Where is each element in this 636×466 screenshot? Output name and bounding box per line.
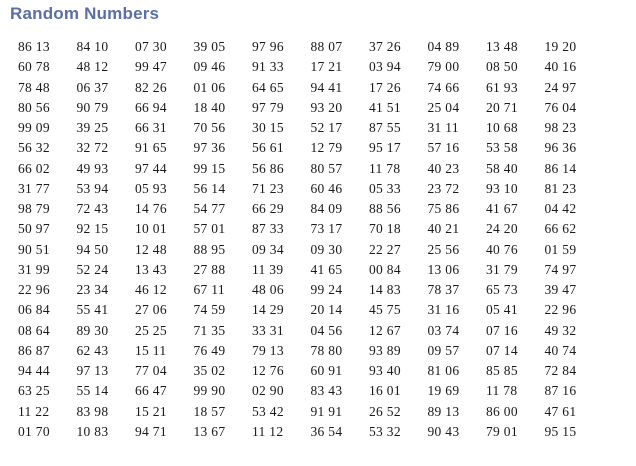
number-pair: 86 00 (486, 403, 518, 419)
number-pair: 17 21 (310, 59, 343, 75)
number-pair: 11 78 (369, 160, 401, 176)
number-pair: 62 43 (76, 342, 109, 358)
number-pair: 25 56 (427, 241, 460, 257)
number-pair: 52 17 (310, 120, 343, 135)
number-pair: 67 11 (193, 282, 225, 297)
number-pair: 12 67 (369, 322, 401, 338)
number-pair: 76 04 (544, 99, 577, 115)
number-pair: 04 56 (310, 322, 343, 338)
number-pair: 72 84 (544, 363, 577, 378)
number-pair: 81 06 (427, 363, 460, 378)
number-pair: 58 40 (486, 160, 518, 176)
number-pair: 11 12 (252, 423, 284, 439)
number-pair: 49 93 (76, 160, 109, 176)
number-pair: 25 04 (427, 99, 460, 115)
number-pair: 46 12 (135, 282, 167, 297)
number-pair: 97 36 (193, 140, 226, 156)
number-pair: 01 70 (18, 423, 50, 439)
number-pair: 49 32 (544, 322, 577, 338)
number-pair: 39 47 (544, 282, 577, 297)
number-pair: 79 01 (486, 423, 518, 439)
number-pair: 99 90 (193, 383, 226, 399)
number-pair: 04 42 (544, 201, 577, 216)
number-pair: 86 13 (18, 39, 50, 54)
number-pair: 86 87 (18, 342, 50, 358)
number-pair: 18 57 (193, 403, 226, 419)
number-pair: 00 84 (369, 261, 401, 277)
number-pair: 17 26 (369, 79, 401, 95)
number-pair: 88 95 (193, 241, 226, 257)
number-pair: 90 43 (427, 423, 460, 439)
number-pair: 97 44 (135, 160, 167, 176)
number-pair: 78 80 (310, 342, 343, 358)
number-pair: 94 71 (135, 423, 167, 439)
number-pair: 87 16 (544, 383, 577, 399)
number-pair: 22 96 (18, 282, 50, 297)
number-pair: 22 27 (369, 241, 401, 257)
number-pair: 83 98 (76, 403, 109, 419)
number-pair: 33 31 (252, 322, 284, 338)
number-pair: 66 47 (135, 383, 167, 399)
number-pair: 41 65 (310, 261, 343, 277)
random-number-table (18, 37, 603, 442)
number-pair: 26 52 (369, 403, 401, 419)
number-pair: 65 73 (486, 282, 518, 297)
number-pair: 18 40 (193, 99, 226, 115)
number-pair: 85 85 (486, 363, 518, 378)
number-pair: 66 02 (18, 160, 50, 176)
number-pair: 79 13 (252, 342, 284, 358)
number-pair: 37 26 (369, 39, 401, 54)
number-pair: 66 94 (135, 99, 167, 115)
number-pair: 48 06 (252, 282, 284, 297)
number-pair: 97 13 (76, 363, 109, 378)
number-pair: 87 55 (369, 120, 401, 135)
number-pair: 47 61 (544, 403, 577, 419)
number-pair: 84 10 (76, 39, 109, 54)
number-pair: 70 56 (193, 120, 226, 135)
number-pair: 41 67 (486, 201, 518, 216)
number-pair: 54 77 (193, 201, 226, 216)
number-pair: 82 26 (135, 79, 167, 95)
number-pair: 73 17 (310, 221, 343, 237)
number-pair: 56 14 (193, 180, 226, 196)
number-pair: 11 39 (252, 261, 284, 277)
number-pair: 13 48 (486, 39, 518, 54)
number-pair: 93 20 (310, 99, 343, 115)
number-pair: 64 65 (252, 79, 284, 95)
number-pair: 52 24 (76, 261, 109, 277)
number-pair: 60 78 (18, 59, 50, 75)
number-pair: 16 01 (369, 383, 401, 399)
number-pair: 08 50 (486, 59, 518, 75)
number-pair: 20 14 (310, 302, 343, 318)
number-pair: 01 59 (544, 241, 577, 257)
number-pair: 40 16 (544, 59, 577, 75)
number-pair: 07 14 (486, 342, 518, 358)
number-pair: 57 16 (427, 140, 460, 156)
number-pair: 07 30 (135, 39, 167, 54)
number-pair: 71 23 (252, 180, 284, 196)
number-pair: 09 30 (310, 241, 343, 257)
number-pair: 32 72 (76, 140, 109, 156)
number-pair: 27 88 (193, 261, 226, 277)
number-pair: 06 37 (76, 79, 109, 95)
number-pair: 92 15 (76, 221, 109, 237)
number-pair: 71 35 (193, 322, 226, 338)
number-pair: 90 79 (76, 99, 109, 115)
number-pair: 13 43 (135, 261, 167, 277)
number-pair: 60 91 (310, 363, 343, 378)
number-pair: 74 97 (544, 261, 577, 277)
number-pair: 19 20 (544, 39, 577, 54)
number-pair: 06 84 (18, 302, 50, 318)
number-pair: 53 94 (76, 180, 109, 196)
number-pair: 80 56 (18, 99, 50, 115)
number-pair: 08 64 (18, 322, 50, 338)
number-pair: 40 23 (427, 160, 460, 176)
number-pair: 40 76 (486, 241, 518, 257)
number-pair: 56 61 (252, 140, 284, 156)
number-pair: 23 34 (76, 282, 109, 297)
number-pair: 94 50 (76, 241, 109, 257)
number-pair: 75 86 (427, 201, 460, 216)
number-pair: 98 23 (544, 120, 577, 135)
number-pair: 31 79 (486, 261, 518, 277)
number-pair: 84 09 (310, 201, 343, 216)
number-pair: 81 23 (544, 180, 577, 196)
number-pair: 91 33 (252, 59, 284, 75)
number-pair: 61 93 (486, 79, 518, 95)
number-pair: 13 67 (193, 423, 226, 439)
number-pair: 99 47 (135, 59, 167, 75)
number-pair: 94 44 (18, 363, 50, 378)
number-pair: 56 32 (18, 140, 50, 156)
number-pair: 98 79 (18, 201, 50, 216)
number-pair: 96 36 (544, 140, 577, 156)
number-pair: 87 33 (252, 221, 284, 237)
number-pair: 04 89 (427, 39, 460, 54)
number-pair: 70 18 (369, 221, 401, 237)
number-pair: 10 01 (135, 221, 167, 237)
number-pair: 09 57 (427, 342, 460, 358)
number-pair: 99 09 (18, 120, 50, 135)
number-pair: 97 79 (252, 99, 284, 115)
number-pair: 53 42 (252, 403, 284, 419)
number-pair: 31 77 (18, 180, 50, 196)
number-pair: 13 06 (427, 261, 460, 277)
number-pair: 05 33 (369, 180, 401, 196)
number-pair: 90 51 (18, 241, 50, 257)
number-pair: 55 14 (76, 383, 109, 399)
number-pair: 88 56 (369, 201, 401, 216)
number-pair: 53 32 (369, 423, 401, 439)
number-pair: 25 25 (135, 322, 167, 338)
number-pair: 40 21 (427, 221, 460, 237)
number-pair: 39 25 (76, 120, 109, 135)
number-pair: 12 79 (310, 140, 343, 156)
number-pair: 74 59 (193, 302, 226, 318)
number-pair: 66 31 (135, 120, 167, 135)
number-pair: 60 46 (310, 180, 343, 196)
number-pair: 95 15 (544, 423, 577, 439)
number-pair: 36 54 (310, 423, 343, 439)
number-pair: 40 74 (544, 342, 577, 358)
number-pair: 83 43 (310, 383, 343, 399)
number-pair: 24 97 (544, 79, 577, 95)
number-pair: 09 46 (193, 59, 226, 75)
number-pair: 50 97 (18, 221, 50, 237)
number-pair: 91 65 (135, 140, 167, 156)
number-pair: 78 37 (427, 282, 460, 297)
number-pair: 10 83 (76, 423, 109, 439)
number-pair: 05 93 (135, 180, 167, 196)
number-pair: 94 41 (310, 79, 343, 95)
number-pair: 09 34 (252, 241, 284, 257)
page-title: Random Numbers (10, 4, 160, 23)
number-pair: 80 57 (310, 160, 343, 176)
number-pair: 74 66 (427, 79, 460, 95)
number-pair: 66 62 (544, 221, 577, 237)
number-pair: 11 22 (18, 403, 50, 419)
number-pair: 41 51 (369, 99, 401, 115)
number-pair: 14 83 (369, 282, 401, 297)
number-pair: 93 10 (486, 180, 518, 196)
number-pair: 72 43 (76, 201, 109, 216)
number-pair: 97 96 (252, 39, 284, 54)
number-pair: 91 91 (310, 403, 343, 419)
number-pair: 88 07 (310, 39, 343, 54)
number-pair: 53 58 (486, 140, 518, 156)
number-pair: 11 78 (486, 383, 518, 399)
number-pair: 14 29 (252, 302, 284, 318)
number-pair: 22 96 (544, 302, 577, 318)
number-pair: 10 68 (486, 120, 518, 135)
number-pair: 31 16 (427, 302, 460, 318)
number-pair: 14 76 (135, 201, 167, 216)
number-pair: 79 00 (427, 59, 460, 75)
number-pair: 48 12 (76, 59, 109, 75)
number-pair: 20 71 (486, 99, 518, 115)
number-pair: 77 04 (135, 363, 167, 378)
number-pair: 15 11 (135, 342, 167, 358)
number-pair: 24 20 (486, 221, 518, 237)
number-pair: 93 89 (369, 342, 401, 358)
number-pair: 30 15 (252, 120, 284, 135)
number-pair: 19 69 (427, 383, 460, 399)
number-pair: 03 74 (427, 322, 460, 338)
number-pair: 23 72 (427, 180, 460, 196)
number-pair: 86 14 (544, 160, 577, 176)
number-pair: 66 29 (252, 201, 284, 216)
number-pair: 01 06 (193, 79, 226, 95)
number-pair: 31 99 (18, 261, 50, 277)
number-pair: 35 02 (193, 363, 226, 378)
number-pair: 95 17 (369, 140, 401, 156)
number-pair: 93 40 (369, 363, 401, 378)
number-pair: 78 48 (18, 79, 50, 95)
number-pair: 57 01 (193, 221, 226, 237)
number-pair: 39 05 (193, 39, 226, 54)
number-pair: 05 41 (486, 302, 518, 318)
number-pair: 63 25 (18, 383, 50, 399)
number-pair: 89 13 (427, 403, 460, 419)
number-pair: 12 48 (135, 241, 167, 257)
number-pair: 55 41 (76, 302, 109, 318)
number-pair: 76 49 (193, 342, 226, 358)
number-pair: 12 76 (252, 363, 284, 378)
number-pair: 15 21 (135, 403, 167, 419)
number-pair: 02 90 (252, 383, 284, 399)
number-pair: 89 30 (76, 322, 109, 338)
number-pair: 03 94 (369, 59, 401, 75)
number-pair: 31 11 (427, 120, 459, 135)
number-pair: 45 75 (369, 302, 401, 318)
number-pair: 07 16 (486, 322, 518, 338)
number-pair: 99 15 (193, 160, 226, 176)
number-pair: 99 24 (310, 282, 343, 297)
number-pair: 27 06 (135, 302, 167, 318)
number-pair: 56 86 (252, 160, 284, 176)
